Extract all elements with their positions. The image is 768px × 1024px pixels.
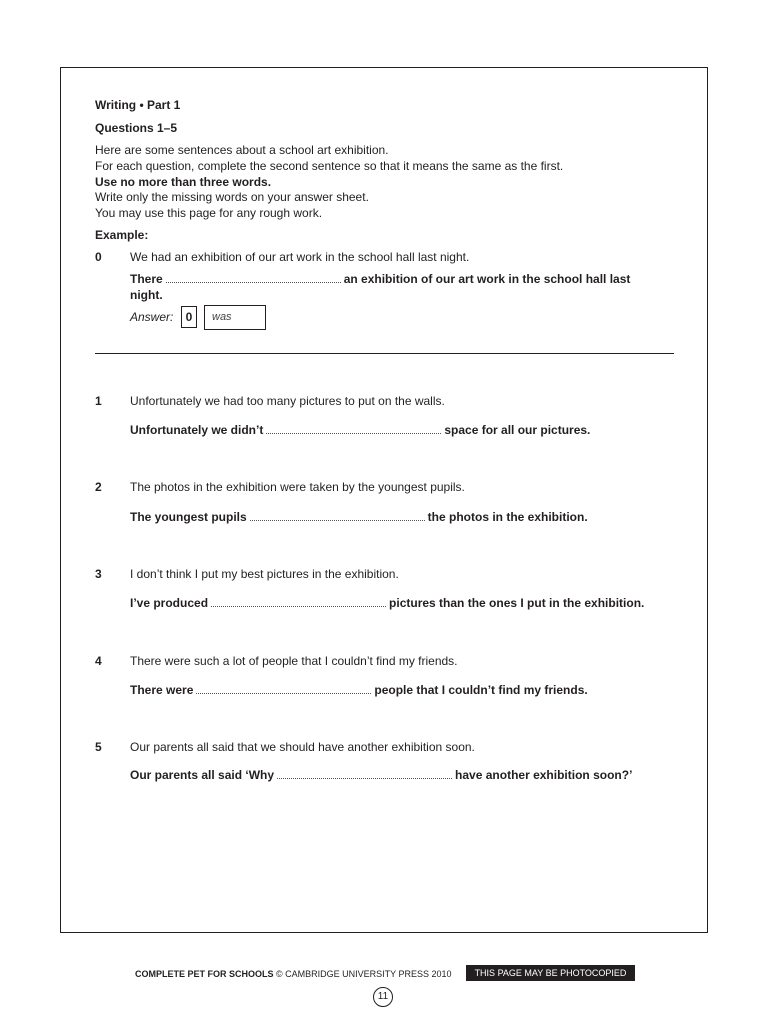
- footer-credit: [135, 968, 452, 980]
- question-transform-1: [130, 423, 590, 438]
- question-suffix-1: space for all our pictures.: [444, 423, 591, 437]
- question-prefix-4: There were: [130, 683, 194, 697]
- instruction-line-5: You may use this page for any rough work.: [95, 206, 323, 220]
- example-gap: [166, 281, 341, 283]
- question-prefix-1: Unfortunately we didn’t: [130, 423, 264, 437]
- instruction-line-3: Use no more than three words.: [95, 175, 272, 189]
- question-sentence-4: There were such a lot of people that I couldn’t find my friends.: [130, 654, 458, 668]
- answer-gap-5[interactable]: [277, 777, 452, 779]
- example-number: 0: [95, 250, 102, 264]
- example-label: Example:: [95, 228, 149, 242]
- example-suffix-line2: night.: [130, 288, 163, 302]
- question-prefix-3: I’ve produced: [130, 596, 209, 610]
- question-number-5: 5: [95, 740, 102, 754]
- question-sentence-1: Unfortunately we had too many pictures to put on the walls.: [130, 394, 445, 408]
- question-suffix-4: people that I couldn’t find my friends.: [374, 683, 588, 697]
- example-transform: [130, 272, 630, 287]
- question-suffix-3: pictures than the ones I put in the exhibition.: [389, 596, 645, 610]
- question-number-3: 3: [95, 567, 102, 581]
- instruction-line-2: For each question, complete the second sentence so that it means the same as the first.: [95, 159, 564, 173]
- question-transform-5: [130, 768, 632, 783]
- question-number-2: 2: [95, 480, 102, 494]
- answer-gap-4[interactable]: [196, 692, 371, 694]
- questions-range: Questions 1–5: [95, 121, 178, 135]
- instruction-line-1: Here are some sentences about a school art exhibition.: [95, 143, 389, 157]
- example-prefix: There: [130, 272, 163, 286]
- question-transform-4: [130, 683, 588, 698]
- photocopy-notice: THIS PAGE MAY BE PHOTOCOPIED: [466, 965, 635, 981]
- question-sentence-5: Our parents all said that we should have another exhibition soon.: [130, 740, 475, 754]
- answer-value-box: was: [204, 305, 266, 330]
- answer-gap-2[interactable]: [250, 519, 425, 521]
- answer-gap-1[interactable]: [266, 432, 441, 434]
- question-number-4: 4: [95, 654, 102, 668]
- question-sentence-2: The photos in the exhibition were taken by the youngest pupils.: [130, 480, 465, 494]
- question-transform-2: [130, 510, 588, 525]
- question-transform-3: [130, 596, 644, 611]
- divider: [95, 353, 674, 354]
- section-title: Writing • Part 1: [95, 98, 181, 112]
- answer-gap-3[interactable]: [211, 605, 386, 607]
- question-prefix-5: Our parents all said ‘Why: [130, 768, 275, 782]
- answer-label: Answer:: [130, 310, 174, 324]
- page-number: 11: [373, 987, 393, 1007]
- footer-copyright: © CAMBRIDGE UNIVERSITY PRESS 2010: [276, 969, 452, 979]
- question-number-1: 1: [95, 394, 102, 408]
- answer-number-box: 0: [181, 306, 197, 328]
- question-prefix-2: The youngest pupils: [130, 510, 247, 524]
- question-sentence-3: I don’t think I put my best pictures in the exhibition.: [130, 567, 399, 581]
- question-suffix-2: the photos in the exhibition.: [427, 510, 588, 524]
- example-suffix: an exhibition of our art work in the school hall last: [343, 272, 631, 286]
- question-suffix-5: have another exhibition soon?’: [455, 768, 633, 782]
- footer-book-title: COMPLETE PET FOR SCHOOLS: [135, 969, 274, 979]
- instruction-line-4: Write only the missing words on your answer sheet.: [95, 190, 369, 204]
- example-sentence: We had an exhibition of our art work in the school hall last night.: [130, 250, 470, 264]
